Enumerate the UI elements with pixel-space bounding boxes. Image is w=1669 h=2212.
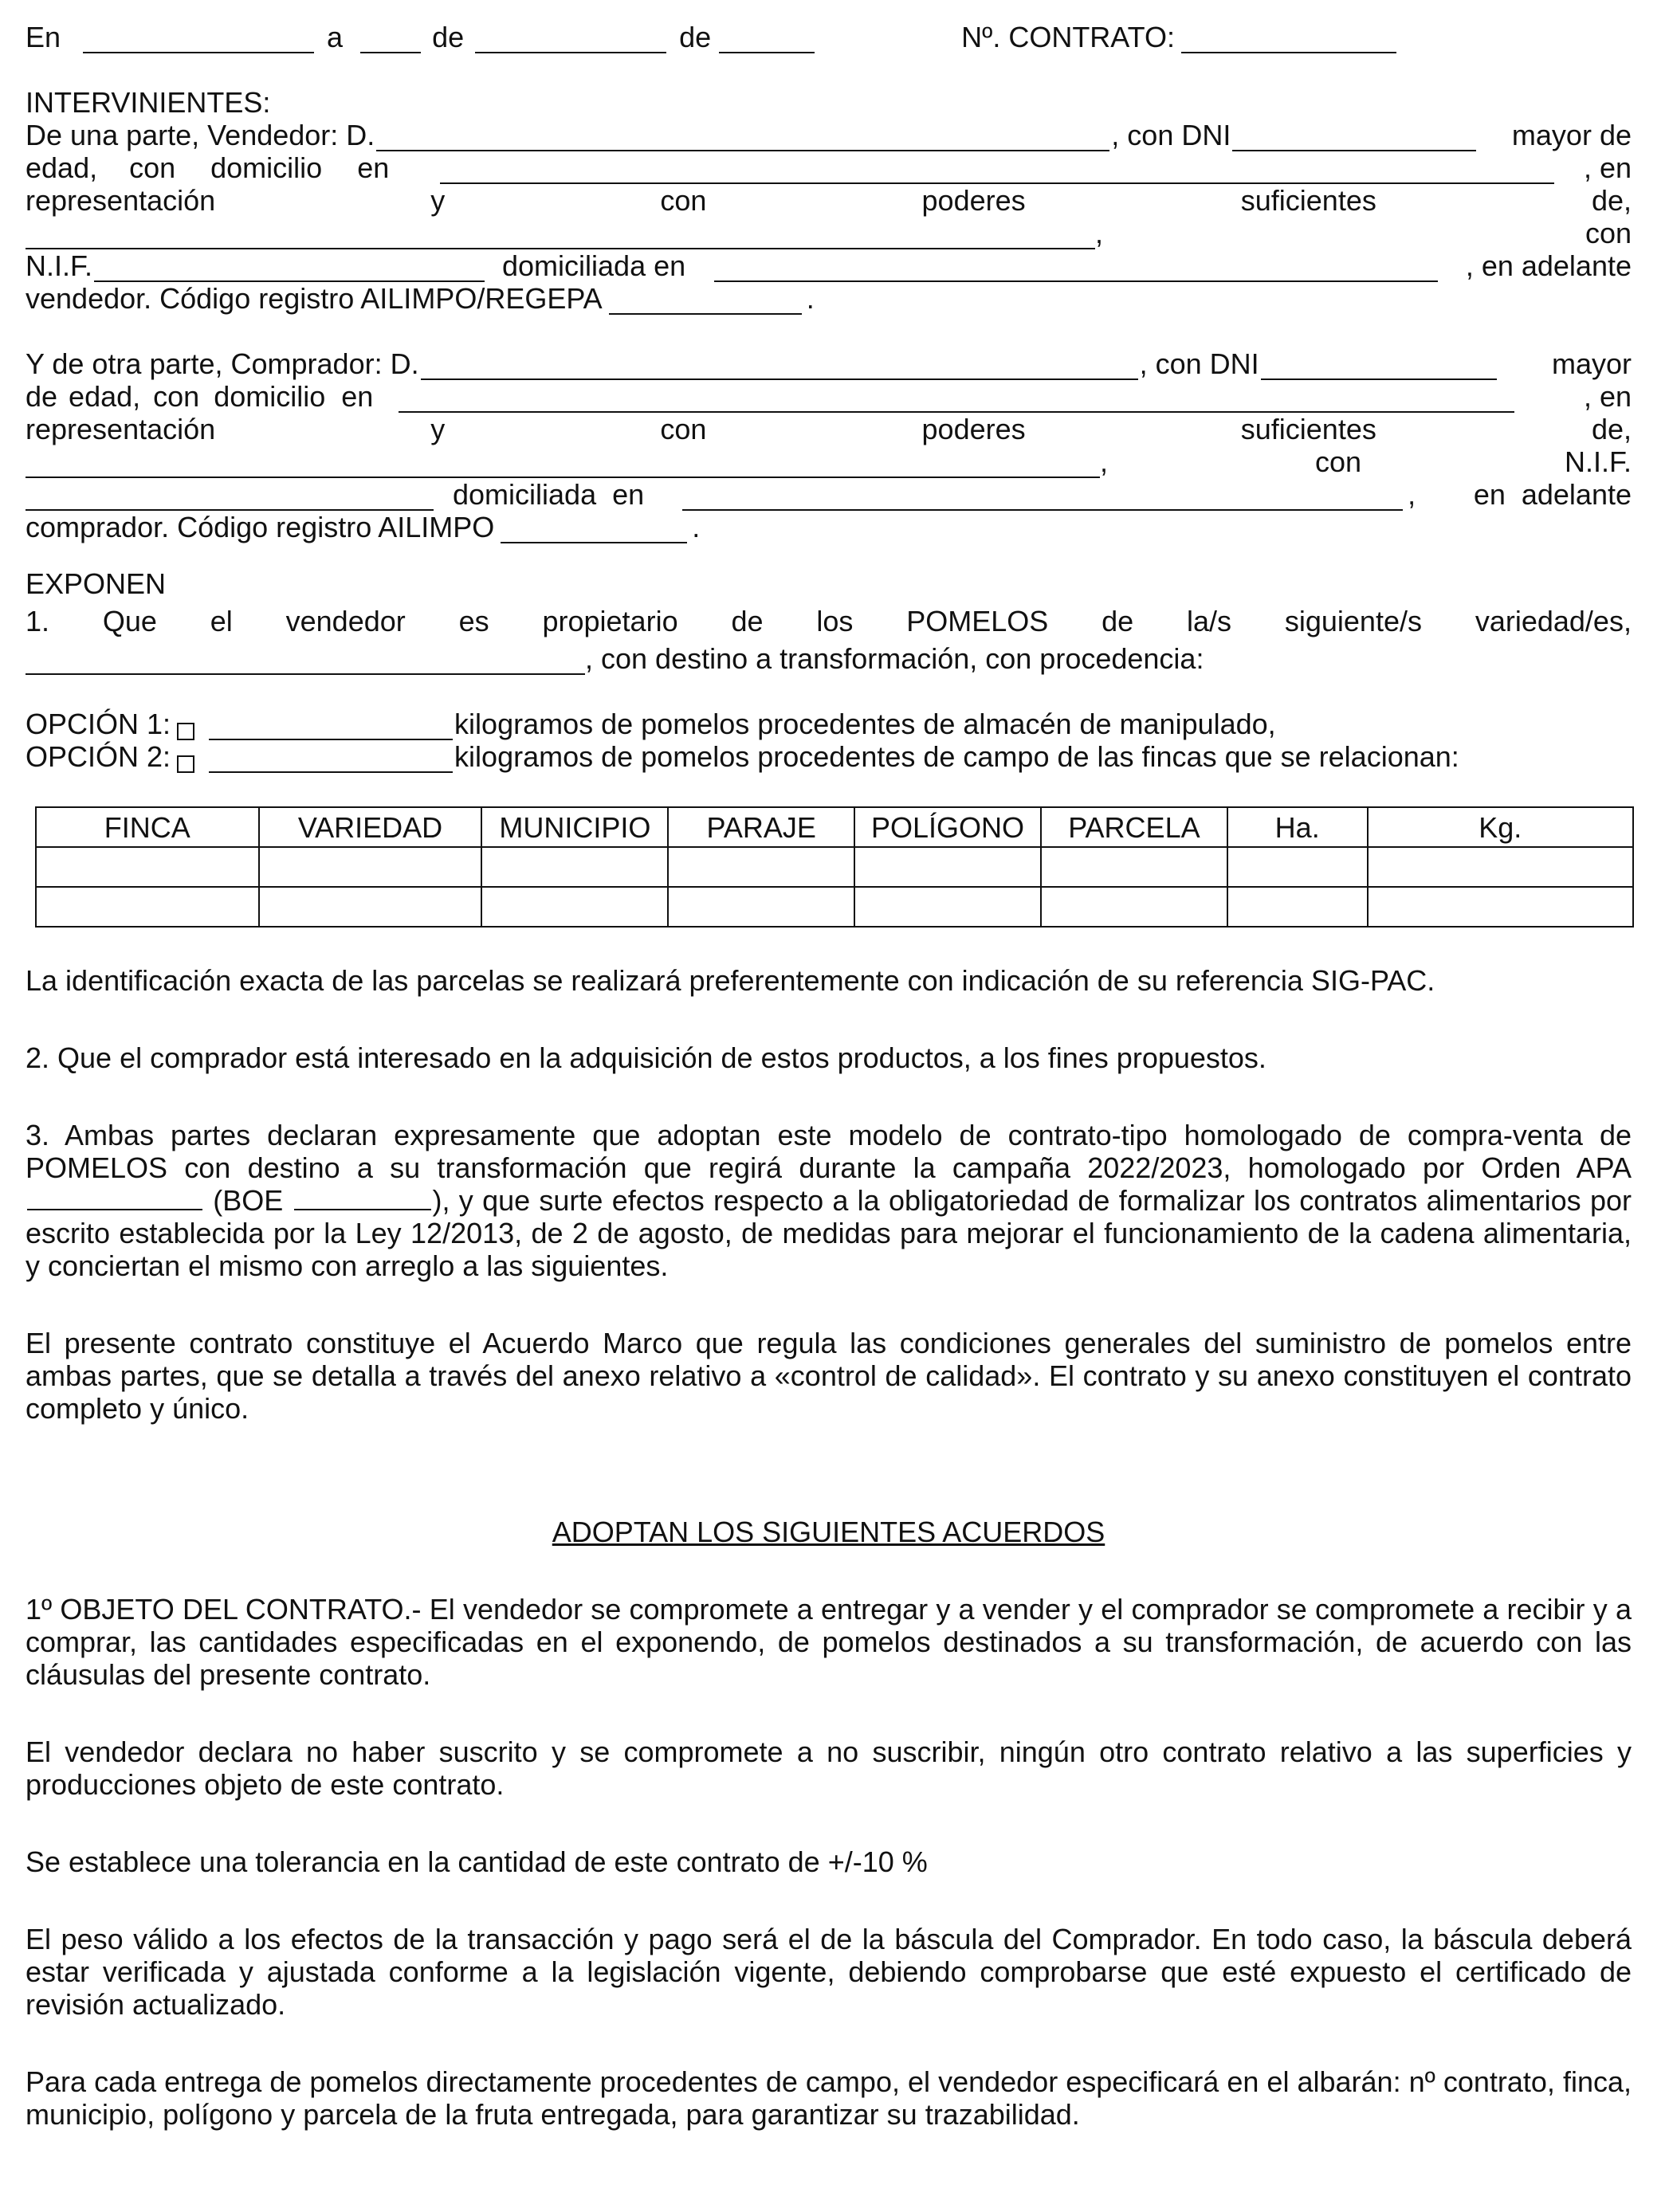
- column-header: FINCA: [36, 807, 259, 847]
- blank-lugar[interactable]: [83, 28, 314, 53]
- exponen-item-1-cont: [26, 642, 1632, 675]
- opcion-2-row: [26, 740, 1632, 773]
- exponen-item-1-word: la/s: [1187, 605, 1232, 637]
- no-suscrito-paragraph: El vendedor declara no haber suscrito y se compromete a no suscribir, ningún otro contrato relativo a las superficies y producciones objeto de este contrato.: [26, 1735, 1632, 1801]
- table-cell[interactable]: [481, 847, 668, 887]
- comprador-domiciliada-field[interactable]: [682, 485, 1403, 511]
- item-3-text-b: ), y que surte efectos respecto a la obligatoriedad de formalizar los contratos alimentarios por escrito establecida por la Ley 12/2013, de 2 de agosto, de medidas para mejorar el funcionamiento de la cadena alimentaria, y conciertan el mismo con arreglo a las siguientes.: [26, 1184, 1632, 1282]
- label-en: en: [341, 380, 374, 413]
- column-header: VARIEDAD: [259, 807, 482, 847]
- vendedor-nif-field[interactable]: [94, 257, 485, 282]
- exponen-item-1-word: 1.: [26, 605, 50, 637]
- label-adelante: adelante: [1521, 478, 1632, 511]
- blank-contrato[interactable]: [1181, 28, 1396, 53]
- table-cell[interactable]: [1041, 887, 1227, 927]
- opcion-2-kg-field[interactable]: [209, 747, 453, 773]
- label-mayor: mayor: [1551, 347, 1632, 380]
- comprador-line-1: [26, 347, 1632, 380]
- column-header: POLÍGONO: [854, 807, 1041, 847]
- label-suficientes: suficientes: [1240, 413, 1376, 445]
- label-mayor: mayor de: [1511, 119, 1632, 151]
- column-header: PARAJE: [668, 807, 854, 847]
- table-cell[interactable]: [1227, 847, 1368, 887]
- label-dot: .: [692, 511, 701, 543]
- contract-number-label: Nº. CONTRATO:: [961, 21, 1175, 53]
- label-nif: N.I.F.: [1564, 445, 1632, 478]
- item-3-boe: (BOE: [204, 1184, 293, 1217]
- boe-field[interactable]: [294, 1185, 431, 1210]
- table-cell[interactable]: [481, 887, 668, 927]
- label-poderes: poderes: [921, 413, 1026, 445]
- comprador-nombre-field[interactable]: [421, 355, 1138, 380]
- vendedor-line-6: [26, 282, 1632, 315]
- comprador-dni-field[interactable]: [1261, 355, 1497, 380]
- label-con-dni: , con DNI: [1111, 119, 1231, 151]
- opcion-1-text: kilogramos de pomelos procedentes de almacén de manipulado,: [454, 708, 1276, 740]
- opcion-2-checkbox[interactable]: [177, 755, 194, 773]
- label-con: con: [153, 380, 200, 413]
- vendedor-line-2: [26, 151, 1632, 184]
- vendedor-line-1: [26, 119, 1632, 151]
- label-con: con: [660, 413, 707, 445]
- label-representacion: representación: [26, 413, 216, 445]
- item-3-paragraph: [26, 1119, 1632, 1282]
- sigpac-paragraph: La identificación exacta de las parcelas se realizará preferentemente con indicación de su referencia SIG-PAC.: [26, 964, 1435, 997]
- label-con: con: [1585, 217, 1632, 249]
- orden-apa-field[interactable]: [27, 1185, 202, 1210]
- opcion-1-checkbox[interactable]: [177, 723, 194, 740]
- exponen-item-1-word: es: [458, 605, 489, 637]
- label-y: y: [430, 184, 446, 217]
- item-2-paragraph: 2. Que el comprador está interesado en la adquisición de estos productos, a los fines propuestos.: [26, 1041, 1266, 1074]
- table-cell[interactable]: [854, 887, 1041, 927]
- comprador-registro-field[interactable]: [501, 518, 687, 543]
- comprador-line-6: [26, 511, 1632, 543]
- vendedor-dni-field[interactable]: [1232, 126, 1476, 151]
- contract-document: [26, 21, 1632, 2131]
- label-de: de,: [1591, 184, 1632, 217]
- opcion-2-label: OPCIÓN 2:: [26, 740, 171, 773]
- label-domiciliada: domiciliada: [453, 478, 597, 511]
- table-cell[interactable]: [36, 887, 259, 927]
- label-edad: edad,: [69, 380, 141, 413]
- entrega-paragraph: Para cada entrega de pomelos directamente procedentes de campo, el vendedor especificará en el albarán: nº contrato, finca, municipio, polígono y parcela de la fruta entregada, para garantizar su trazabilidad.: [26, 2065, 1632, 2131]
- label-edad: edad,: [26, 151, 98, 184]
- label-domicilio: domicilio: [214, 380, 326, 413]
- adoptan-title: [26, 1516, 1632, 1548]
- adoptan-title-text: ADOPTAN LOS SIGUIENTES ACUERDOS: [552, 1516, 1105, 1548]
- exponen-item-1-word: de: [731, 605, 764, 637]
- vendedor-registro-field[interactable]: [609, 289, 802, 315]
- vendedor-representada-field[interactable]: [26, 224, 1095, 249]
- acuerdo-marco-paragraph: El presente contrato constituye el Acuerdo Marco que regula las condiciones generales del suministro de pomelos entre ambas partes, que se detalla a través del anexo relativo a «control de calidad». El contrato y su anexo constituyen el contrato completo y único.: [26, 1327, 1632, 1425]
- comprador-domicilio-field[interactable]: [399, 387, 1514, 413]
- opcion-1-row: [26, 708, 1632, 740]
- exponen-item-1-word: POMELOS: [906, 605, 1049, 637]
- vendedor-line-3: [26, 184, 1632, 217]
- label-y: y: [430, 413, 446, 445]
- label-de: de: [26, 380, 58, 413]
- exponen-item-1-line: [26, 605, 1632, 637]
- label-comma-en: , en: [1583, 380, 1632, 413]
- exponen-item-1-word: de: [1102, 605, 1134, 637]
- opcion-2-text: kilogramos de pomelos procedentes de campo de las fincas que se relacionan:: [454, 740, 1459, 773]
- exponen-item-1-word: siguiente/s: [1284, 605, 1422, 637]
- table-row: [36, 887, 1633, 927]
- vendedor-nombre-field[interactable]: [376, 126, 1109, 151]
- comprador-line-2: [26, 380, 1632, 413]
- label-poderes: poderes: [921, 184, 1026, 217]
- blank-mes[interactable]: [475, 28, 666, 53]
- procedencia-text: , con destino a transformación, con procedencia:: [585, 642, 1204, 675]
- label-en: en: [612, 478, 645, 511]
- vendedor-domicilio-field[interactable]: [440, 159, 1554, 184]
- label-comma-en: , en: [1583, 151, 1632, 184]
- header-line: [26, 21, 1632, 53]
- comprador-line-5: [26, 478, 1632, 511]
- table-cell[interactable]: [259, 887, 482, 927]
- label-de: de: [679, 21, 712, 53]
- exponen-item-1-word: variedad/es,: [1475, 605, 1632, 637]
- label-con: con: [129, 151, 176, 184]
- exponen-item-1-word: los: [816, 605, 854, 637]
- vendedor-registro-label: vendedor. Código registro AILIMPO/REGEPA: [26, 282, 603, 315]
- vendedor-line-4: [26, 217, 1632, 249]
- table-cell[interactable]: [1227, 887, 1368, 927]
- label-con: con: [660, 184, 707, 217]
- label-de: de: [432, 21, 465, 53]
- exponen-item-1-word: propietario: [542, 605, 678, 637]
- label-con: con: [1315, 445, 1362, 478]
- comprador-representada-field[interactable]: [26, 453, 1100, 478]
- label-en-adelante: , en adelante: [1465, 249, 1632, 282]
- table-cell[interactable]: [259, 847, 482, 887]
- table-cell[interactable]: [1368, 887, 1633, 927]
- label-a: a: [327, 21, 344, 53]
- vendedor-domiciliada-field[interactable]: [714, 257, 1438, 282]
- comprador-line-4: [26, 445, 1632, 478]
- vendedor-line-5: [26, 249, 1632, 282]
- column-header: Ha.: [1227, 807, 1368, 847]
- table-header-row: [36, 807, 1633, 847]
- table-cell[interactable]: [668, 847, 854, 887]
- blank-dia[interactable]: [360, 28, 421, 53]
- label-nif: N.I.F.: [26, 249, 93, 282]
- comprador-intro: Y de otra parte, Comprador: D.: [26, 347, 419, 380]
- table-cell[interactable]: [854, 847, 1041, 887]
- label-comma: ,: [1408, 478, 1416, 511]
- opcion-1-label: OPCIÓN 1:: [26, 708, 171, 740]
- label-dot: .: [806, 282, 815, 315]
- label-comma: ,: [1100, 445, 1109, 478]
- label-representacion: representación: [26, 184, 216, 217]
- label-suficientes: suficientes: [1240, 184, 1376, 217]
- label-comma: ,: [1095, 217, 1104, 249]
- objeto-paragraph: 1º OBJETO DEL CONTRATO.- El vendedor se compromete a entregar y a vender y el comprador se compromete a recibir y a comprar, las cantidades especificadas en el exponendo, de pomelos destinados a su transformación, de acuerdo con las cláusulas del presente contrato.: [26, 1593, 1632, 1691]
- intervinientes-title: INTERVINIENTES:: [26, 86, 271, 119]
- label-con-dni: , con DNI: [1139, 347, 1259, 380]
- exponen-item-1-word: el: [210, 605, 233, 637]
- comprador-registro-label: comprador. Código registro AILIMPO: [26, 511, 495, 543]
- opcion-1-kg-field[interactable]: [209, 715, 453, 740]
- comprador-nif-field[interactable]: [26, 485, 434, 511]
- label-en: en: [357, 151, 390, 184]
- exponen-title: EXPONEN: [26, 567, 167, 600]
- column-header: MUNICIPIO: [481, 807, 668, 847]
- exponen-item-1-word: vendedor: [285, 605, 406, 637]
- label-domicilio: domicilio: [210, 151, 323, 184]
- vendedor-intro: De una parte, Vendedor: D.: [26, 119, 375, 151]
- table-row: [36, 847, 1633, 887]
- label-de: de,: [1591, 413, 1632, 445]
- table-cell[interactable]: [36, 847, 259, 887]
- blank-anio[interactable]: [719, 28, 815, 53]
- column-header: PARCELA: [1041, 807, 1227, 847]
- peso-paragraph: El peso válido a los efectos de la transacción y pago será el de la báscula del Comprador. En todo caso, la báscula deberá estar verificada y ajustada conforme a la legislación vigente, debiendo comprobarse que esté expuesto el certificado de revisión actualizado.: [26, 1923, 1632, 2021]
- parcelas-table: [35, 806, 1634, 928]
- table-cell[interactable]: [1368, 847, 1633, 887]
- exponen-item-1-word: Que: [102, 605, 157, 637]
- column-header: Kg.: [1368, 807, 1633, 847]
- item-3-text-a: 3. Ambas partes declaran expresamente que adoptan este modelo de contrato-tipo homologado de compra-venta de POMELOS con destino a su transformación que regirá durante la campaña 2022/2023, homologado por Orden APA: [26, 1119, 1632, 1184]
- comprador-line-3: [26, 413, 1632, 445]
- table-cell[interactable]: [1041, 847, 1227, 887]
- table-cell[interactable]: [668, 887, 854, 927]
- label-en: en: [1473, 478, 1506, 511]
- label-en: En: [26, 21, 61, 53]
- label-domiciliada-en: domiciliada en: [502, 249, 686, 282]
- tolerancia-paragraph: Se establece una tolerancia en la cantidad de este contrato de +/-10 %: [26, 1845, 928, 1878]
- variedad-field[interactable]: [26, 649, 585, 675]
